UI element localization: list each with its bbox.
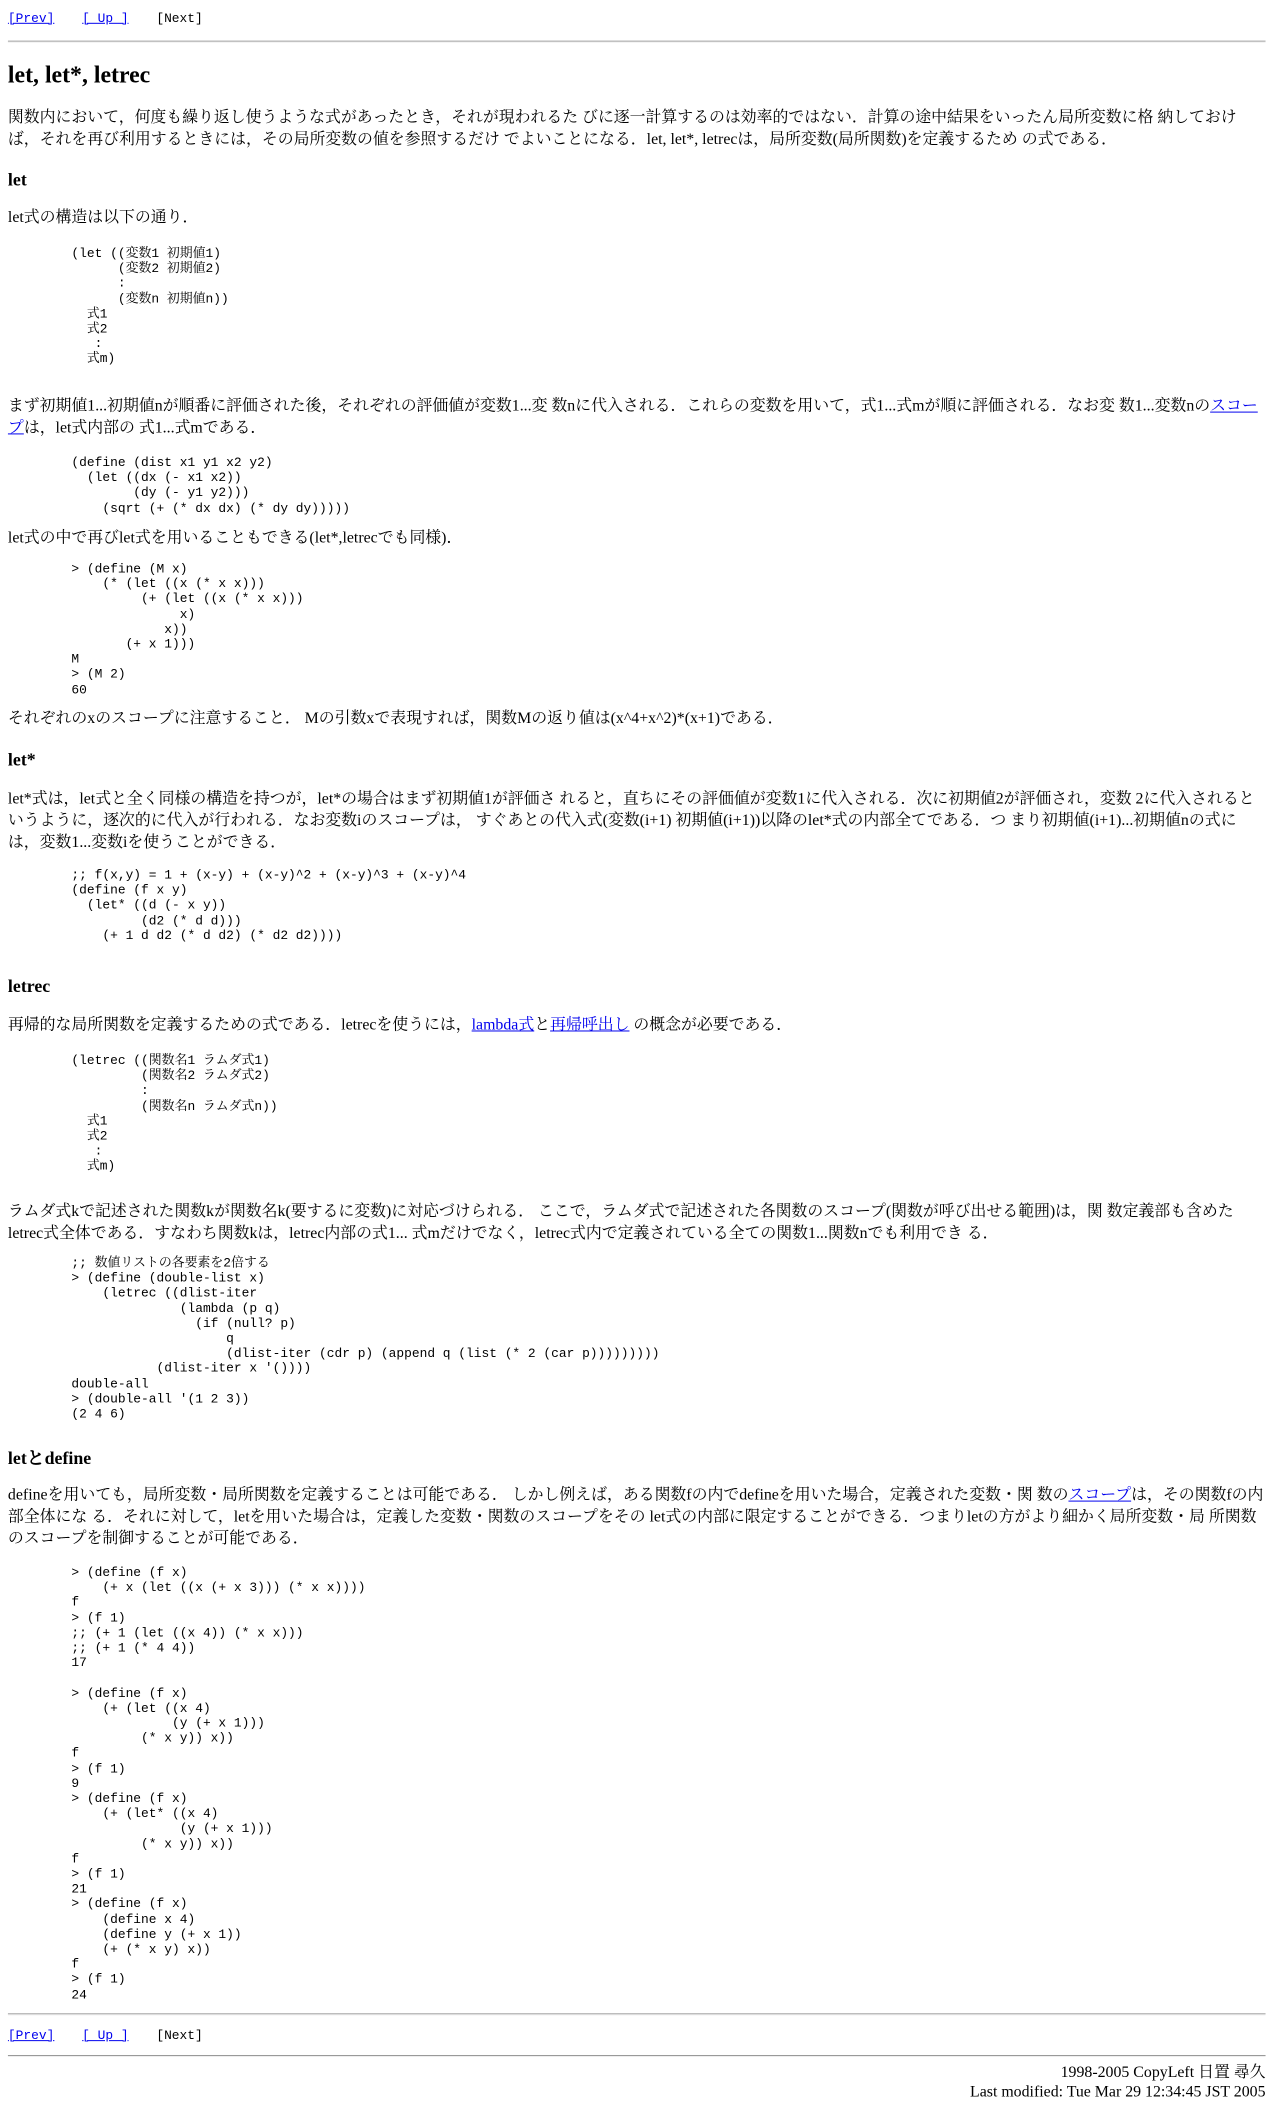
prev-link-bottom[interactable]: [Prev] xyxy=(7,2028,55,2044)
let-syntax-code: (let ((変数1 初期値1) (変数2 初期値2) : (変数n 初期値n)) 式1 式2 : 式m) xyxy=(71,245,229,367)
scope-link[interactable]: スコープ xyxy=(7,397,1258,437)
scope-note-text: それぞれのxのスコープに注意すること． Mの引数xで表現すれば，関数Mの返り値は(x^4+x^2)*(x+1)である． xyxy=(7,710,784,727)
let-define-post: は，その関数fの内部全体にな る．それに対して，letを用いた場合は，定義した変数・関数のスコープをその let式の内部に限定することができる．つまりletの方がより細かく局所変数・局 所関数のスコープを制御することが可能である． xyxy=(7,1486,1264,1548)
letstar-example-code: ;; f(x,y) = 1 + (x-y) + (x-y)^2 + (x-y)^3 + (x-y)^4 (define (f x y) (let* ((d (- x y)) (d2 (* d d))) (+ 1 d d2 (* d d2) (* d2 d2)))) xyxy=(71,867,467,944)
next-label: [Next] xyxy=(156,10,203,26)
section-heading-letrec: letrec xyxy=(7,975,51,996)
letrec-intro xyxy=(8,1015,1266,1037)
copyright-text: 1998-2005 CopyLeft 日置 尋久 xyxy=(1060,2063,1266,2081)
letrec-explanation: ラムダ式kで記述された関数kが関数名k(要するに変数)に対応づけられる． ここで，ラムダ式で記述された各関数のスコープ(関数が呼び出せる範囲)は，関 数定義部も含めたletrec式全体である．すなわち関数kは，letrec内部の式1... 式mだけでなく，letrec式内で定義されている全ての関数1...関数nでも利用でき る． xyxy=(7,1203,1234,1242)
letrec-intro-mid: と xyxy=(534,1016,551,1034)
scope-link-2[interactable]: スコープ xyxy=(1068,1486,1132,1504)
let-define-code: > (define (f x) (+ x (let ((x (+ x 3))) (* x x)))) f > (f 1) ;; (+ 1 (let ((x 4)) (* x x))) ;; (+ 1 (* 4 4)) 17 > (define (f x) (+ (let ((x 4) (y (+ x 1))) (* x y)) x)) f > (f 1) 9 > (define (f x) (+ (let* ((x 4) (y (+ x 1))) (* x y)) x)) f > (f 1) 21 > (define (f x) (define x 4) (define y (+ x 1)) (+ (* x y) x)) f > (f 1) 24 xyxy=(71,1565,366,2003)
recursion-link[interactable]: 再帰呼出し xyxy=(550,1016,630,1034)
bottom-nav xyxy=(8,2028,231,2043)
nested-let-text: let式の中で再びlet式を用いることもできる(let*,letrecでも同様)． xyxy=(7,529,463,547)
bottom-divider xyxy=(8,2013,1266,2015)
letrec-intro-pre: 再帰的な局所関数を定義するための式である．letrecを使うには， xyxy=(7,1016,472,1034)
letrec-syntax-code: (letrec ((関数名1 ラムダ式1) (関数名2 ラムダ式2) : (関数名n ラムダ式n)) 式1 式2 : 式m) xyxy=(71,1053,278,1174)
let-structure-text: let式の構造は以下の通り． xyxy=(7,209,199,227)
let-explanation xyxy=(8,396,1266,440)
prev-link[interactable]: [Prev] xyxy=(7,10,55,26)
section-heading-letstar: let* xyxy=(7,749,36,770)
let-explanation-pre: まず初期値1...初期値nが順番に評価された後，それぞれの評価値が変数1...変 数nに代入される．これらの変数を用いて，式1...式mが順に評価される．なお変 数1...変数nの xyxy=(7,397,1211,415)
dist-example-code: (define (dist x1 y1 x2 y2) (let ((dx (- x1 x2)) (dy (- y1 y2))) (sqrt (+ (* dx dx) (* dy dy))))) xyxy=(71,455,350,516)
up-link[interactable]: [ Up ] xyxy=(82,10,129,26)
lambda-link[interactable]: lambda式 xyxy=(471,1016,535,1034)
let-explanation-post: は，let式内部の 式1...式mである． xyxy=(23,419,267,437)
letrec-intro-post: の概念が必要である． xyxy=(629,1016,793,1034)
intro-paragraph: 関数内において，何度も繰り返し使うような式があったとき，それが現われるた びに逐一計算するのは効率的ではない．計算の途中結果をいったん局所変数に格 納しておけば，それを再び利用するときには，その局所変数の値を参照するだけ でよいことになる．let, let*, letrecは，局所変数(局所関数)を定義するため の式である． xyxy=(7,109,1237,148)
last-modified-text: Last modified: Tue Mar 29 12:34:45 JST 2005 xyxy=(970,2083,1266,2101)
footer-divider xyxy=(8,2055,1266,2057)
page-title: let, let*, letrec xyxy=(7,62,151,89)
section-heading-let-define: letとdefine xyxy=(7,1448,92,1468)
double-list-code: ;; 数値リストの各要素を2倍する > (define (double-list x) (letrec ((dlist-iter (lambda (p q) (if (null? p) q (dlist-iter (cdr p) (append q (list (* 2 (car p))))))))) (dlist-iter x '()))) double-all > (double-all '(1 2 3)) (2 4 6) xyxy=(71,1255,660,1422)
letstar-explanation: let*式は，let式と全く同様の構造を持つが，let*の場合はまず初期値1が評価さ れると，直ちにその評価値が変数1に代入される．次に初期値2が評価され，変数 2に代入されるというように，逐次的に代入が行われる．なお変数iのスコープは， すぐあとの代入式(変数(i+1) 初期値(i+1))以降のlet*式の内部全てである．つ まり初期値(i+1)...初期値nの式には，変数1...変数iを使うことができる． xyxy=(7,790,1255,851)
nested-let-code: > (define (M x) (* (let ((x (* x x))) (+ (let ((x (* x x))) x) x)) (+ x 1))) M > (M 2) 60 xyxy=(71,561,304,697)
top-nav xyxy=(8,11,231,26)
next-label-bottom: [Next] xyxy=(156,2028,203,2044)
up-link-bottom[interactable]: [ Up ] xyxy=(82,2028,129,2044)
let-define-explanation xyxy=(8,1485,1266,1550)
top-divider xyxy=(8,41,1266,43)
footer xyxy=(970,2063,1265,2103)
let-define-pre: defineを用いても，局所変数・局所関数を定義することは可能である． しかし例えば，ある関数fの内でdefineを用いた場合，定義された変数・関 数の xyxy=(7,1486,1069,1504)
section-heading-let: let xyxy=(7,169,27,190)
